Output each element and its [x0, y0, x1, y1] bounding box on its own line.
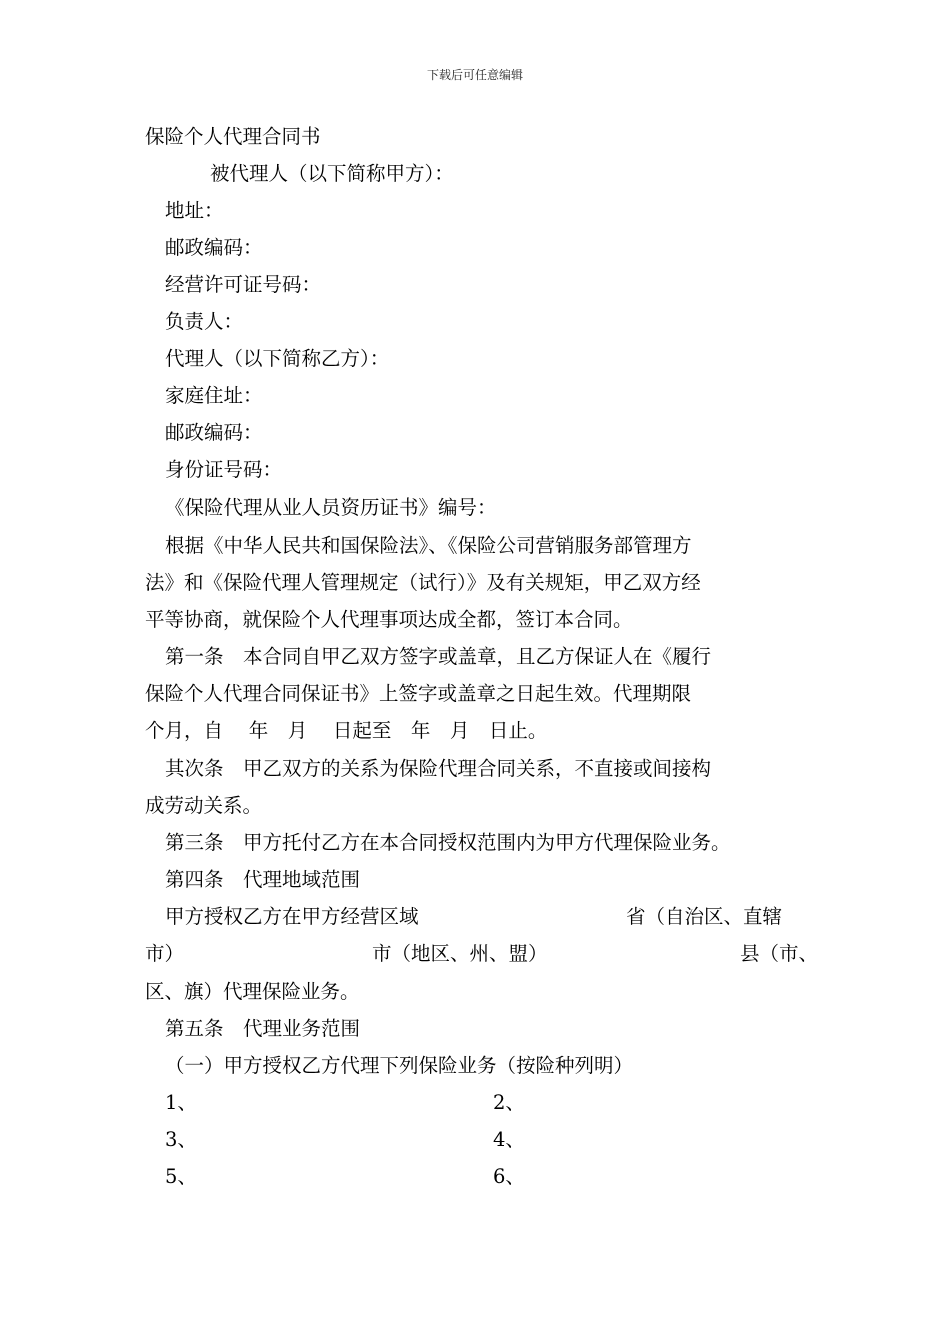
article4-line-2c: 县（市、	[740, 942, 819, 965]
agent-heading: 代理人（以下简称乙方）：	[165, 347, 390, 370]
article5-title: 第五条 代理业务范围	[165, 1017, 361, 1040]
article1-line-1: 第一条 本合同自甲乙双方签字或盖章，且乙方保证人在《履行	[165, 645, 712, 668]
article4-line-2b: 市（地区、州、盟）	[372, 942, 548, 965]
preamble-line-1: 根据《中华人民共和国保险法》、《保险公司营销服务部管理方	[165, 534, 692, 557]
list-item-2: 2、	[493, 1091, 525, 1114]
article4-line-2a: 市）	[145, 942, 185, 965]
document-title: 保险个人代理合同书	[145, 125, 321, 148]
field-postal-b: 邮政编码：	[165, 421, 263, 444]
article4-line-1a: 甲方授权乙方在甲方经营区域	[165, 905, 419, 928]
article4-line-1b: 省（自治区、直辖	[626, 905, 783, 928]
article4-title: 第四条 代理地域范围	[165, 868, 361, 891]
preamble-line-3: 平等协商，就保险个人代理事项达成全都，签订本合同。	[145, 608, 633, 631]
article2-line-1: 其次条 甲乙双方的关系为保险代理合同关系，不直接或间接构	[165, 757, 712, 780]
list-item-5: 5、	[165, 1165, 197, 1188]
article3: 第三条 甲方托付乙方在本合同授权范围内为甲方代理保险业务。	[165, 831, 731, 854]
list-item-4: 4、	[493, 1128, 525, 1151]
list-item-1: 1、	[165, 1091, 197, 1114]
article4-line-3: 区、旗）代理保险业务。	[145, 980, 360, 1003]
field-postal-a: 邮政编码：	[165, 236, 263, 259]
field-id-number: 身份证号码：	[165, 458, 283, 481]
field-license: 经营许可证号码：	[165, 273, 322, 296]
field-address: 地址：	[165, 199, 224, 222]
preamble-line-2: 法》和《保险代理人管理规定（试行）》及有关规矩，甲乙双方经	[145, 571, 701, 594]
article1-line-2: 保险个人代理合同保证书》上签字或盖章之日起生效。代理期限	[145, 682, 692, 705]
list-item-3: 3、	[165, 1128, 197, 1151]
article2-line-2: 成劳动关系。	[145, 794, 263, 817]
article5-sub1: （一）甲方授权乙方代理下列保险业务（按险种列明）	[165, 1054, 634, 1077]
field-person-in-charge: 负责人：	[165, 310, 244, 333]
list-item-6: 6、	[493, 1165, 525, 1188]
field-certificate: 《保险代理从业人员资历证书》编号：	[165, 496, 497, 519]
principal-heading: 被代理人（以下简称甲方）：	[210, 162, 454, 185]
page-header: 下载后可任意编辑	[426, 68, 523, 82]
article1-line-3: 个月，自 年 月 日起至 年 月 日止。	[145, 719, 548, 742]
field-home-address: 家庭住址：	[165, 384, 263, 407]
